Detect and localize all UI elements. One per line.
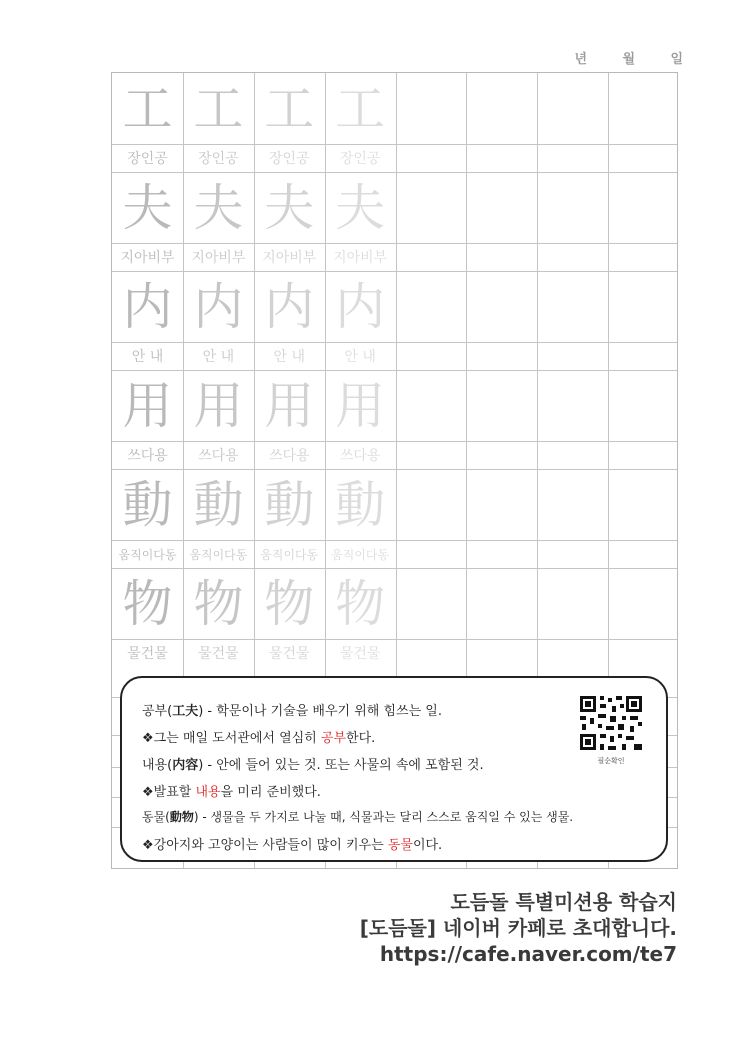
trace-character: 用 bbox=[122, 376, 173, 435]
footer-title: 도듬돌 특별미션용 학습지 bbox=[450, 890, 677, 914]
trace-reading: 지아비부 bbox=[191, 250, 246, 266]
trace-character: 用 bbox=[335, 376, 386, 435]
trace-reading: 쓰다용 bbox=[339, 448, 381, 464]
grid-row-divider bbox=[112, 342, 677, 343]
trace-character: 動 bbox=[193, 475, 244, 534]
grid-row-divider bbox=[112, 441, 677, 442]
trace-character: 内 bbox=[335, 277, 386, 336]
vocab-definition-naeyong: 내용(内容) - 안에 들어 있는 것. 또는 사물의 속에 포함된 것. bbox=[142, 758, 484, 773]
vocab-example-naeyong: ❖발표할 내용을 미리 준비했다. bbox=[142, 785, 321, 800]
trace-reading: 장인공 bbox=[339, 151, 381, 167]
qr-caption: 필순확인 bbox=[597, 757, 625, 765]
grid-row-divider bbox=[112, 540, 677, 541]
date-header bbox=[539, 48, 683, 67]
trace-reading: 장인공 bbox=[268, 151, 310, 167]
vocab-definition-gongbu: 공부(工夫) - 학문이나 기술을 배우기 위해 힘쓰는 일. bbox=[142, 704, 442, 719]
trace-reading: 지아비부 bbox=[262, 250, 317, 266]
day-label: 일 bbox=[670, 52, 683, 67]
trace-reading: 물건물 bbox=[339, 646, 381, 662]
trace-character: 工 bbox=[193, 79, 244, 138]
grid-row-divider bbox=[112, 639, 677, 640]
trace-reading: 지아비부 bbox=[333, 250, 388, 266]
trace-reading: 쓰다용 bbox=[198, 448, 239, 464]
trace-character: 夫 bbox=[335, 178, 386, 237]
footer-invite: [도듬돌] 네이버 카페로 초대합니다. bbox=[359, 916, 677, 940]
trace-reading: 안 내 bbox=[202, 349, 235, 365]
trace-character: 内 bbox=[193, 277, 244, 336]
trace-reading: 지아비부 bbox=[120, 250, 175, 266]
trace-character: 動 bbox=[335, 475, 386, 534]
trace-character: 内 bbox=[264, 277, 315, 336]
trace-character: 動 bbox=[264, 475, 315, 534]
trace-reading: 안 내 bbox=[344, 349, 376, 365]
trace-character: 工 bbox=[264, 79, 315, 138]
trace-reading: 쓰다용 bbox=[268, 448, 310, 464]
trace-reading: 물건물 bbox=[127, 646, 168, 662]
trace-character: 物 bbox=[335, 574, 386, 633]
trace-reading: 장인공 bbox=[198, 151, 239, 167]
trace-character: 夫 bbox=[193, 178, 244, 237]
trace-reading: 움직이다동 bbox=[331, 547, 390, 562]
vocab-example-gongbu: ❖그는 매일 도서관에서 열심히 공부한다. bbox=[142, 731, 376, 746]
vocabulary-box bbox=[120, 676, 668, 862]
trace-character: 用 bbox=[193, 376, 244, 435]
footer-url[interactable]: https://cafe.naver.com/te7 bbox=[379, 942, 677, 966]
vocab-definition-dongmul: 동물(動物) - 생물을 두 가지로 나눌 때, 식물과는 달리 스스로 움직일 수 있는 생물. bbox=[142, 810, 574, 824]
trace-character: 工 bbox=[122, 79, 173, 138]
trace-character: 工 bbox=[335, 79, 386, 138]
trace-reading: 움직이다동 bbox=[260, 547, 319, 562]
trace-character: 物 bbox=[264, 574, 315, 633]
month-label: 월 bbox=[622, 52, 635, 67]
trace-character: 動 bbox=[122, 475, 173, 534]
trace-character: 用 bbox=[264, 376, 315, 435]
trace-reading: 물건물 bbox=[268, 646, 310, 662]
trace-character: 内 bbox=[122, 277, 173, 336]
trace-character: 物 bbox=[122, 574, 173, 633]
trace-reading: 쓰다용 bbox=[127, 448, 168, 464]
trace-character: 夫 bbox=[122, 178, 173, 237]
trace-reading: 움직이다동 bbox=[118, 547, 177, 562]
trace-reading: 움직이다동 bbox=[189, 547, 248, 562]
grid-row-divider bbox=[112, 243, 677, 244]
trace-reading: 장인공 bbox=[127, 151, 168, 167]
footer-promo bbox=[360, 889, 677, 967]
grid-row-divider bbox=[112, 144, 677, 145]
year-label: 년 bbox=[574, 52, 587, 67]
trace-reading: 물건물 bbox=[198, 646, 239, 662]
vocab-example-dongmul: ❖강아지와 고양이는 사람들이 많이 키우는 동물이다. bbox=[142, 838, 443, 853]
trace-character: 物 bbox=[193, 574, 244, 633]
trace-reading: 안 내 bbox=[273, 349, 305, 365]
qr-code-icon[interactable] bbox=[578, 694, 644, 752]
trace-character: 夫 bbox=[264, 178, 315, 237]
trace-reading: 안 내 bbox=[131, 349, 164, 365]
